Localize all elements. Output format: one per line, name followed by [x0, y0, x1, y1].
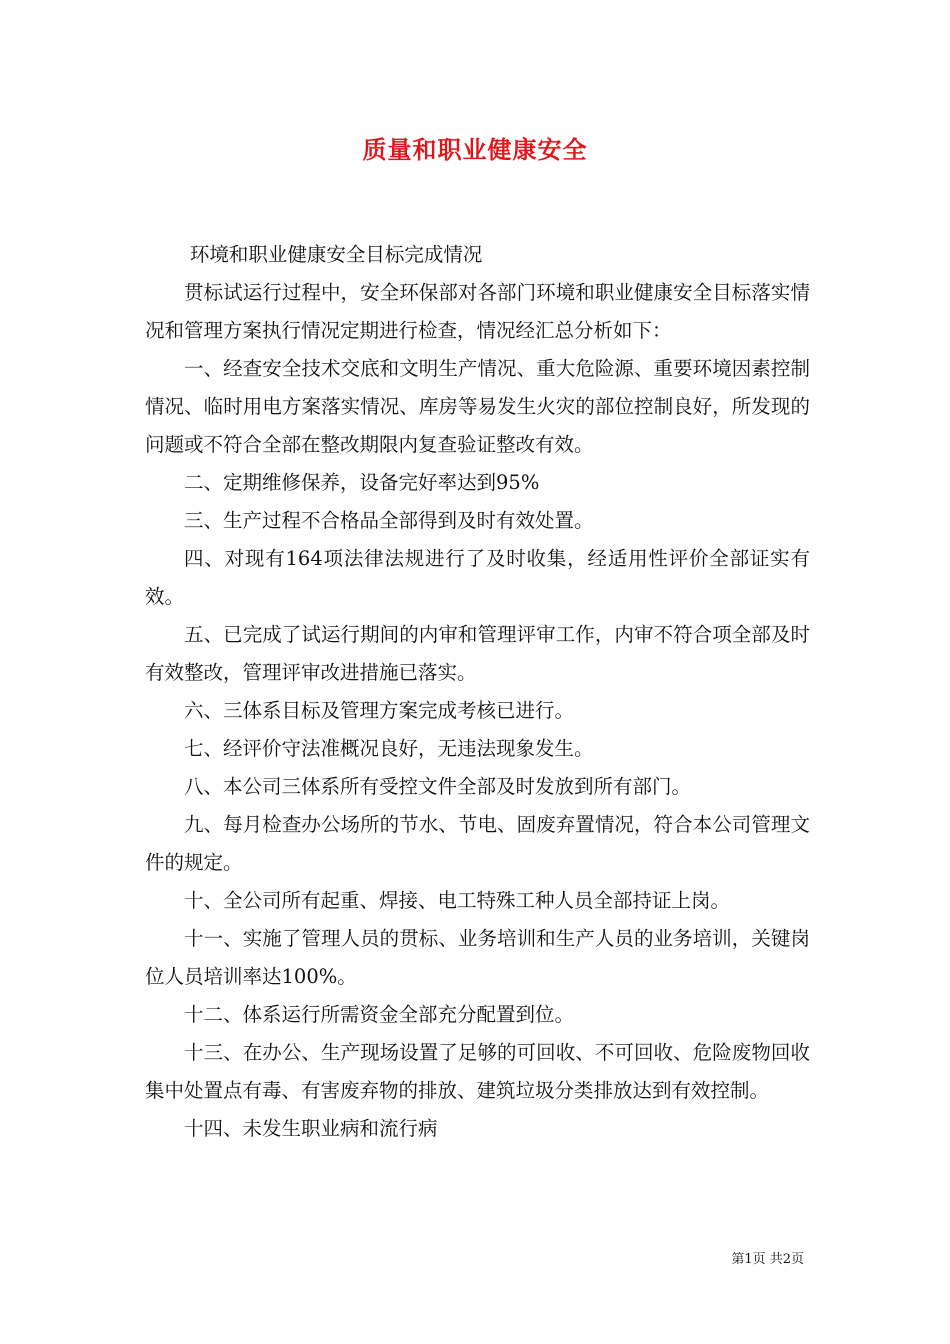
page-title: 质量和职业健康安全	[362, 135, 588, 164]
paragraph-item-1: 一、经查安全技术交底和文明生产情况、重大危险源、重要环境因素控制情况、临时用电方案落实情况、库房等易发生火灾的部位控制良好，所发现的问题或不符合全部在整改期限内复查验证整改有效。	[145, 357, 810, 456]
paragraph-item-13: 十三、在办公、生产现场设置了足够的可回收、不可回收、危险废物回收集中处置点有毒、有害废弃物的排放、建筑垃圾分类排放达到有效控制。	[145, 1041, 810, 1102]
document-body	[145, 236, 810, 1148]
section-subtitle: 环境和职业健康安全目标完成情况	[189, 243, 483, 266]
paragraph-item-4: 四、对现有164项法律法规进行了及时收集，经适用性评价全部证实有效。	[145, 547, 810, 608]
paragraph-item-6: 六、三体系目标及管理方案完成考核已进行。	[184, 699, 575, 722]
paragraph-item-5: 五、已完成了试运行期间的内审和管理评审工作，内审不符合项全部及时有效整改，管理评审改进措施已落实。	[145, 623, 810, 684]
paragraph-item-9: 九、每月检查办公场所的节水、节电、固废弃置情况，符合本公司管理文件的规定。	[145, 813, 810, 874]
paragraph-item-14: 十四、未发生职业病和流行病	[184, 1117, 438, 1140]
paragraph-item-7: 七、经评价守法准概况良好，无违法现象发生。	[184, 737, 594, 760]
paragraph-item-12: 十二、体系运行所需资金全部充分配置到位。	[184, 1003, 575, 1026]
paragraph-item-11: 十一、实施了管理人员的贯标、业务培训和生产人员的业务培训，关键岗位人员培训率达100%。	[145, 927, 810, 988]
paragraph-intro: 贯标试运行过程中，安全环保部对各部门环境和职业健康安全目标落实情况和管理方案执行情况定期进行检查，情况经汇总分析如下：	[145, 281, 810, 342]
paragraph-item-10: 十、全公司所有起重、焊接、电工特殊工种人员全部持证上岗。	[184, 889, 731, 912]
paragraph-item-3: 三、生产过程不合格品全部得到及时有效处置。	[184, 509, 594, 532]
page-number-footer: 第1页 共2页	[731, 1252, 804, 1267]
paragraph-item-8: 八、本公司三体系所有受控文件全部及时发放到所有部门。	[184, 775, 692, 798]
paragraph-item-2: 二、定期维修保养，设备完好率达到95%	[184, 471, 540, 494]
